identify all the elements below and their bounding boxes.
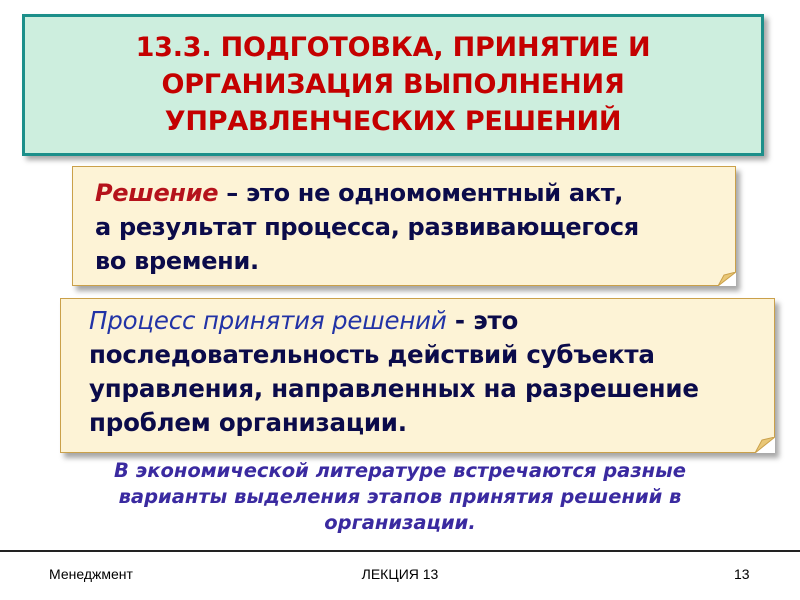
footnote-text (30, 458, 770, 536)
title-line-3: УПРАВЛЕНЧЕСКИХ РЕШЕНИЙ (164, 105, 622, 137)
page-curl-icon (755, 437, 775, 453)
definition-line-4: проблем организации. (89, 408, 407, 437)
definition-line-2: последовательность действий субъекта (89, 340, 655, 369)
slide-title (136, 29, 651, 140)
page-curl-icon (718, 272, 736, 286)
footer-course-name: Менеджмент (49, 566, 133, 582)
term-decision: Решение (95, 179, 219, 207)
definition-text (95, 176, 639, 278)
definition-line-1 (89, 304, 699, 338)
title-line-1: 13.3. ПОДГОТОВКА, ПРИНЯТИЕ И (135, 31, 651, 63)
definition-line-1-rest: - это (446, 306, 519, 335)
footer-page-number: 13 (734, 566, 750, 582)
footnote-line-2: варианты выделения этапов принятия решений в (118, 485, 682, 508)
definition-note-process (60, 298, 775, 453)
definition-line-3: управления, направленных на разрешение (89, 374, 699, 403)
definition-line-3: во времени. (95, 247, 259, 275)
footnote-line-1: В экономической литературе встречаются разные (114, 459, 686, 482)
title-line-2: ОРГАНИЗАЦИЯ ВЫПОЛНЕНИЯ (161, 68, 625, 100)
footer-divider (0, 550, 800, 552)
footer-lecture-label: ЛЕКЦИЯ 13 (361, 566, 439, 582)
definition-line-2: а результат процесса, развивающегося (95, 213, 639, 241)
term-decision-process: Процесс принятия решений (89, 306, 447, 335)
definition-text (89, 304, 699, 440)
definition-line-1 (95, 176, 639, 210)
definition-line-1-rest: – это не одномоментный акт, (218, 179, 624, 207)
footnote-line-3: организации. (324, 511, 476, 534)
definition-note-decision (72, 166, 736, 286)
slide-title-box (22, 14, 764, 156)
